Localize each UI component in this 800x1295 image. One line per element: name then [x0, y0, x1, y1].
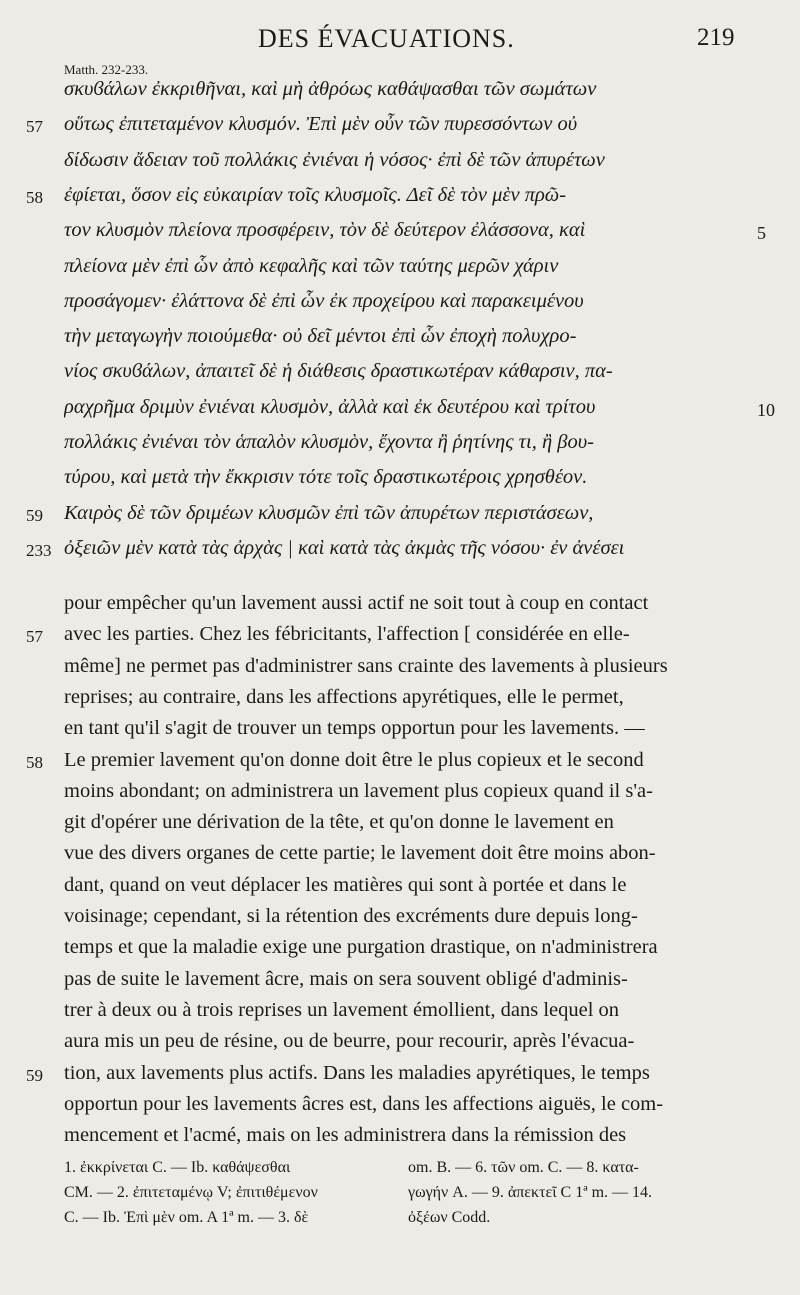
greek-line-text: οὕτως ἐπιτεταμένον κλυσμόν. Ἐπὶ μὲν οὖν τῶν πυρεσσόντων οὐ	[64, 113, 578, 136]
greek-line-text: νίος σκυϐάλων, ἀπαιτεῖ δὲ ἡ διάθεσις δραστικωτέραν κάθαρσιν, πα-	[64, 360, 613, 383]
greek-line-text: δίδωσιν ἄδειαν τοῦ πολλάκις ἐνιέναι ἡ νόσος· ἐπὶ δὲ τῶν ἀπυρέτων	[64, 148, 605, 171]
greek-line-text: τύρου, καὶ μετὰ τὴν ἔκκρισιν τότε τοῖς δραστικωτέροις χρησθέον.	[64, 466, 588, 489]
right-margin-line-number: 5	[757, 223, 766, 244]
left-margin-number: 57	[26, 117, 43, 137]
footnote-line: CM. — 2. ἐπιτεταμένῳ V; ἐπιτιθέμενον	[64, 1184, 318, 1201]
left-margin-number: 233	[26, 540, 52, 560]
french-line-text: Le premier lavement qu'on donne doit être le plus copieux et le second	[64, 748, 644, 771]
reference-note: Matth. 232-233.	[64, 62, 149, 77]
french-line-text: opportun pour les lavements âcres est, dans les affections aiguës, le com-	[64, 1092, 664, 1115]
french-line-text: même] ne permet pas d'administrer sans crainte des lavements à plusieurs	[64, 654, 668, 677]
greek-line-text: ὀξειῶν μὲν κατὰ τὰς ἀρχὰς | καὶ κατὰ τὰς ἀκμὰς τῆς νόσου· ἐν ἀνέσει	[64, 536, 625, 559]
left-margin-number: 59	[26, 1065, 43, 1085]
greek-line-text: τὴν μεταγωγὴν ποιούμεθα· οὐ δεῖ μέντοι ἐπὶ ὧν ἐποχὴ πολυχρο-	[64, 325, 577, 348]
greek-line-text: ἐφίεται, ὅσον εἰς εὐκαιρίαν τοῖς κλυσμοῖς. Δεῖ δὲ τὸν μὲν πρῶ-	[64, 183, 567, 206]
footnotes-left-column	[64, 1155, 318, 1230]
french-line-text: voisinage; cependant, si la rétention des excréments dure depuis long-	[64, 905, 638, 927]
page-number: 219	[697, 24, 735, 51]
greek-line-text: πολλάκις ἐνιέναι τὸν ἁπαλὸν κλυσμὸν, ἔχοντα ἢ ῥητίνης τι, ἢ βου-	[64, 431, 594, 453]
greek-line-text: τον κλυσμὸν πλείονα προσφέρειν, τὸν δὲ δεύτερον ἐλάσσονα, καὶ	[64, 219, 586, 242]
left-margin-number: 57	[26, 627, 43, 647]
right-margin-line-number: 10	[757, 399, 775, 420]
running-title: DES ÉVACUATIONS.	[258, 24, 515, 53]
french-line-text: mencement et l'acmé, mais on les administrera dans la rémission des	[64, 1124, 627, 1147]
left-margin-number: 58	[26, 752, 43, 772]
footnote-line: C. — Ib. Ἐπὶ μὲν om. A 1ª m. — 3. δὲ	[64, 1209, 309, 1226]
greek-line-text: πλείονα μὲν ἐπὶ ὧν ἀπὸ κεφαλῆς καὶ τῶν ταύτης μερῶν χάριν	[64, 254, 559, 277]
french-line-text: git d'opérer une dérivation de la tête, et qu'on donne le lavement en	[64, 811, 614, 834]
left-margin-number: 58	[26, 187, 43, 207]
french-line-text: avec les parties. Chez les fébricitants, l'affection [ considérée en elle-	[64, 623, 630, 646]
french-line-text: reprises; au contraire, dans les affections apyrétiques, elle le permet,	[64, 685, 624, 708]
greek-line-text: προσάγομεν· ἐλάττονα δὲ ἐπὶ ὧν ἐκ προχείρου καὶ παρακειμένου	[64, 289, 584, 312]
french-line-text: vue des divers organes de cette partie; le lavement doit être moins abon-	[64, 842, 656, 865]
footnotes-right-column	[408, 1155, 652, 1230]
footnote-line: γωγήν A. — 9. ἀπεκτεῖ C 1ª m. — 14.	[408, 1184, 653, 1201]
page-header	[0, 20, 800, 56]
footnote-line: om. B. — 6. τῶν om. C. — 8. κατα-	[408, 1159, 639, 1176]
french-line-text: dant, quand on veut déplacer les matières qui sont à portée et dans le	[64, 873, 627, 896]
greek-line-text: ραχρῆμα δριμὺν ἐνιέναι κλυσμὸν, ἀλλὰ καὶ ἐκ δευτέρου καὶ τρίτου	[64, 395, 596, 418]
greek-line-text: Καιρὸς δὲ τῶν δριμέων κλυσμῶν ἐπὶ τῶν ἀπυρέτων περιστάσεων,	[64, 501, 594, 524]
french-line-text: aura mis un peu de résine, ou de beurre, pour recourir, après l'évacua-	[64, 1030, 635, 1053]
french-line-text: temps et que la maladie exige une purgation drastique, on n'administrera	[64, 936, 658, 959]
french-line-text: trer à deux ou à trois reprises un lavement émollient, dans lequel on	[64, 998, 620, 1021]
footnote-line: 1. ἐκκρίνεται C. — Ib. καθάψεσθαι	[64, 1159, 291, 1176]
left-margin-number: 59	[26, 505, 43, 525]
footnote-line: ὀξέων Codd.	[408, 1209, 491, 1226]
french-line-text: en tant qu'il s'agit de trouver un temps opportun pour les lavements. —	[64, 717, 645, 740]
french-line-text: pour empêcher qu'un lavement aussi actif ne soit tout à coup en contact	[64, 592, 649, 614]
greek-line-text: σκυϐάλων ἐκκριθῆναι, καὶ μὴ ἀθρόως καθάψασθαι τῶν σωμάτων	[64, 78, 597, 100]
french-line-text: moins abondant; on administrera un lavement plus copieux quand il s'a-	[64, 779, 653, 802]
french-line-text: tion, aux lavements plus actifs. Dans les maladies apyrétiques, le temps	[64, 1061, 650, 1084]
french-line-text: pas de suite le lavement âcre, mais on sera souvent obligé d'adminis-	[64, 967, 628, 990]
